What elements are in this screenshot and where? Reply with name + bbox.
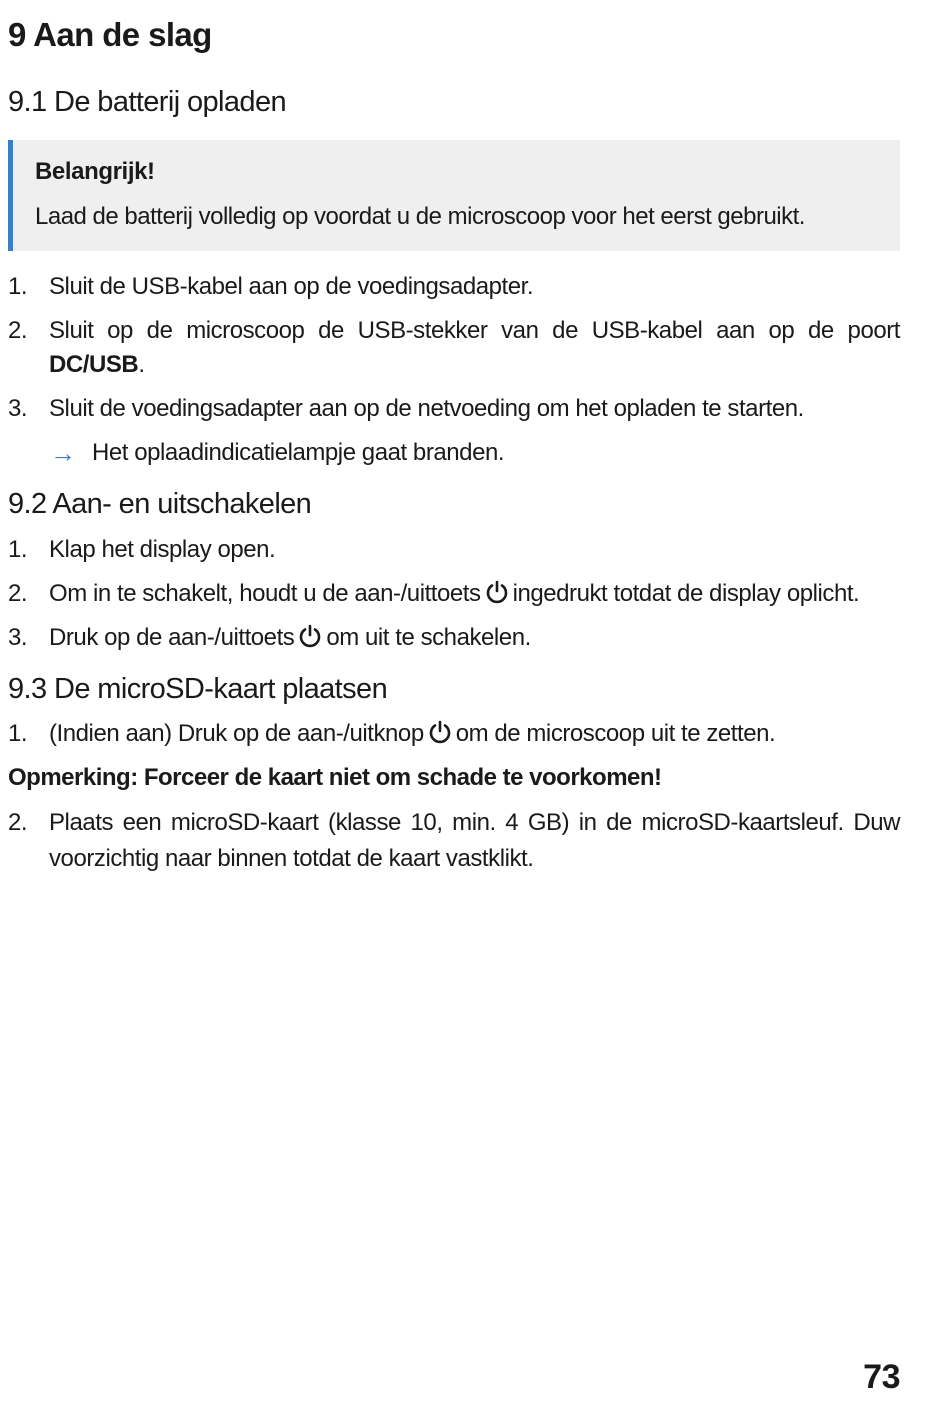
step-text: Om in te schakelt, houdt u de aan-/uittoets [49,580,481,607]
step-text: Plaats een microSD-kaart (klasse 10, min. 4 GB) in de microSD-kaartsleuf. Duw [49,809,900,836]
power-icon [297,623,323,659]
step-text: ingedrukt totdat de display oplicht. [512,580,860,607]
step-text: om uit te schakelen. [326,624,531,651]
section-title-9-1: 9.1 De batterij opladen [8,86,287,118]
arrow-right-icon: → [50,438,76,468]
important-notice [8,140,900,251]
power-icon [484,579,510,615]
result-text: Het oplaadindicatielampje gaat branden. [92,439,505,466]
step-number: 2. [8,580,28,607]
port-name: DC/USB [49,351,139,378]
step-text: Druk op de aan-/uittoets [49,624,295,651]
step-text: Sluit op de microscoop de USB-stekker van de USB-kabel aan op de poort [49,317,900,344]
step-text: Sluit de USB-kabel aan op de voedingsadapter. [49,273,534,300]
step-number: 1. [8,720,28,747]
section-title-9-2: 9.2 Aan- en uitschakelen [8,488,312,520]
step-number: 3. [8,395,28,422]
step-text: Sluit de voedingsadapter aan op de netvoeding om het opladen te starten. [49,395,804,422]
step-text: om de microscoop uit te zetten. [455,720,776,747]
step-number: 2. [8,317,28,344]
note-text: Opmerking: Forceer de kaart niet om schade te voorkomen! [8,764,662,791]
step-text-end: . [138,351,145,378]
step-text: voorzichtig naar binnen totdat de kaart vastklikt. [49,845,534,872]
step-number: 2. [8,809,28,836]
step-text: Klap het display open. [49,536,276,563]
section-title-9-3: 9.3 De microSD-kaart plaatsen [8,673,388,705]
chapter-title: 9 Aan de slag [8,16,212,53]
power-icon [427,719,453,755]
notice-title: Belangrijk! [35,158,155,185]
page-number: 73 [863,1358,900,1396]
step-number: 3. [8,624,28,651]
notice-body: Laad de batterij volledig op voordat u de microscoop voor het eerst gebruikt. [35,203,805,230]
step-number: 1. [8,273,28,300]
step-text: (Indien aan) Druk op de aan-/uitknop [49,720,424,747]
step-number: 1. [8,536,28,563]
